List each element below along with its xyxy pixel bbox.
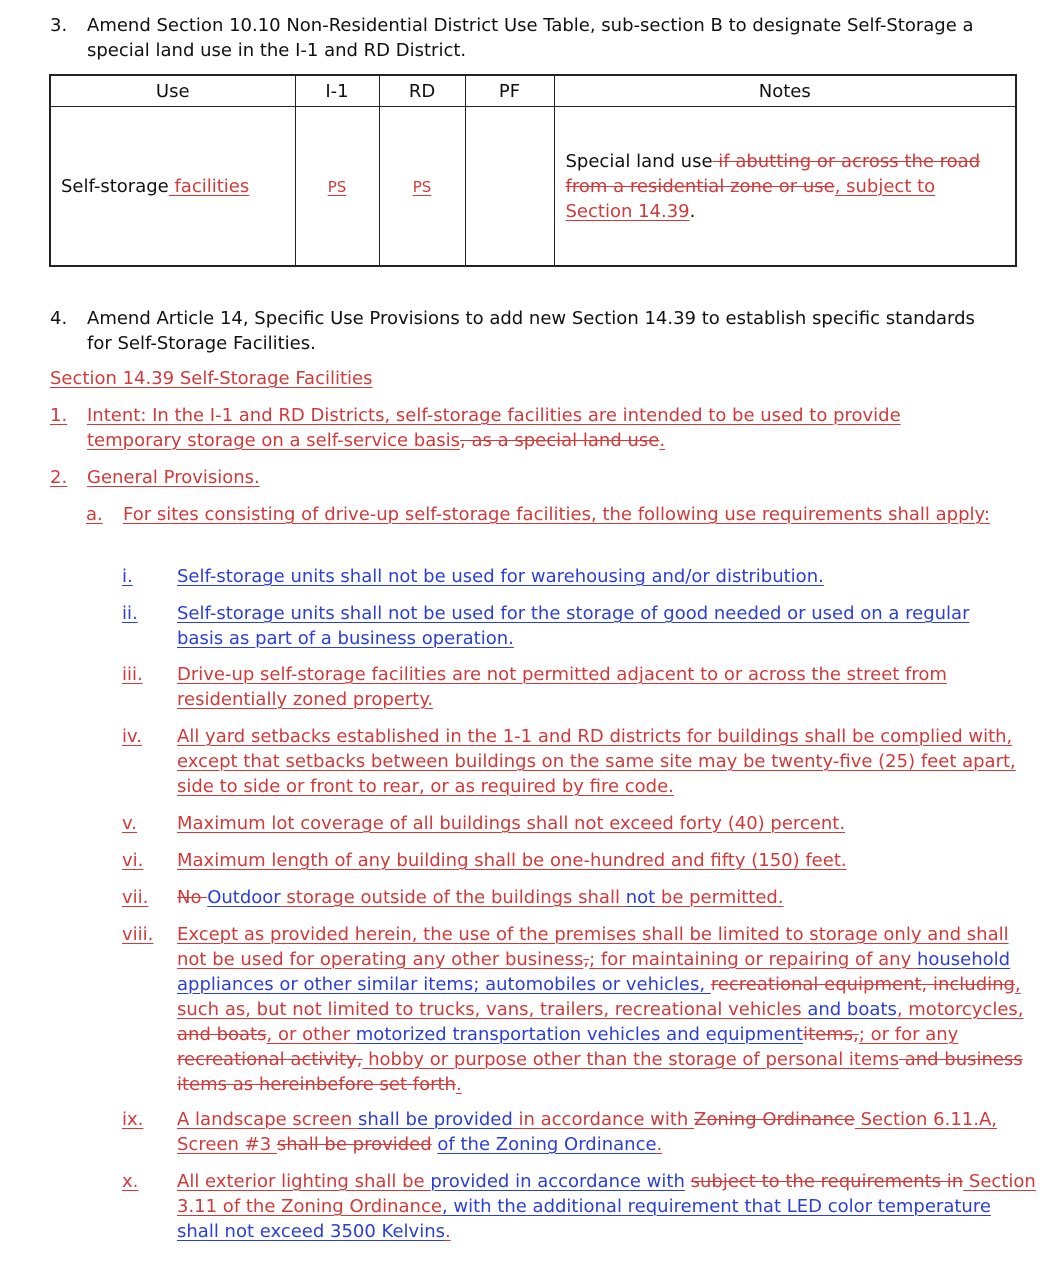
viii-d2: recreational equipment, including xyxy=(710,974,1015,995)
x-b1: provided in accordance with xyxy=(430,1171,685,1192)
intent-text: Intent: In the I-1 and RD Districts, self-storage facilities are intended to be used to provide temporary storage on a self-service basis xyxy=(87,405,901,451)
sub-a-letter: a. xyxy=(86,504,103,525)
item-v-number: v. xyxy=(122,813,137,834)
item-iv-number: iv. xyxy=(122,726,142,747)
intent-number: 1. xyxy=(50,405,68,426)
cell-use xyxy=(50,107,295,267)
viii-t3: , such as, but not limited to trucks, vans, trailers, recreational vehicles xyxy=(177,974,1021,1020)
cell-notes xyxy=(554,107,1016,267)
item-viii-text xyxy=(177,922,1037,1097)
item-ii-text: Self-storage units shall not be used for the storage of good needed or used on a regular basis as part of a business operation. xyxy=(177,603,970,649)
vii-deleted: No xyxy=(177,887,208,908)
ix-d1: Zoning Ordinance xyxy=(694,1109,855,1130)
ix-t1: A landscape screen xyxy=(177,1109,358,1130)
ix-d2: shall be provided xyxy=(276,1134,432,1155)
viii-d6: and business items as hereinbefore set forth xyxy=(177,1049,1023,1095)
ix-t2: in accordance with xyxy=(512,1109,695,1130)
vii-inserted-outdoor: Outdoor xyxy=(207,887,281,908)
header-i1: I-1 xyxy=(295,75,379,107)
intent-end: . xyxy=(659,430,666,451)
viii-t8: . xyxy=(455,1074,462,1095)
x-d1: subject to the requirements in xyxy=(690,1171,964,1192)
viii-d5: recreational activity, xyxy=(177,1049,363,1070)
ix-b1: shall be provided xyxy=(357,1109,513,1130)
item-iv-text: All yard setbacks established in the 1-1 and RD districts for buildings shall be complied with, except that setbacks between buildings on the same site may be twenty-five (25) feet apart, side to side or front to rear, or as required by fire code. xyxy=(177,726,1016,797)
notes-deleted: if abutting or across the road from a residential zone or use xyxy=(565,150,981,197)
ix-t3: Section 6.11.A, Screen #3 xyxy=(177,1109,997,1155)
item-iii-number: iii. xyxy=(122,664,143,685)
intent-body xyxy=(87,403,967,453)
table-header-row xyxy=(50,75,1016,107)
viii-t1: Except as provided herein, the use of the premises shall be limited to storage only and shall not be used for operating any other business xyxy=(177,924,1009,970)
viii-b1: household appliances or other similar items; automobiles or vehicles, xyxy=(177,949,1011,995)
item-3-number: 3. xyxy=(50,15,68,36)
header-use: Use xyxy=(50,75,295,107)
vii-text-2: storage outside of the buildings shall xyxy=(280,887,626,908)
cell-pf xyxy=(465,107,554,267)
viii-d1: , xyxy=(583,949,590,970)
item-ii-number: ii. xyxy=(122,603,138,624)
use-inserted: facilities xyxy=(168,175,250,197)
viii-t2: ; for maintaining or repairing of any xyxy=(589,949,917,970)
i1-value: PS xyxy=(327,177,347,196)
ix-t5: . xyxy=(656,1134,663,1155)
intent-deleted: , as a special land use xyxy=(460,430,660,451)
intent-paragraph xyxy=(50,403,1030,453)
item-4-text: Amend Article 14, Specific Use Provisions to add new Section 14.39 to establish specific standards for Self-Storage Facilities. xyxy=(87,308,975,354)
item-vi-number: vi. xyxy=(122,850,144,871)
item-vii-number: vii. xyxy=(122,887,149,908)
item-ix-text xyxy=(177,1107,1037,1157)
cell-rd xyxy=(379,107,465,267)
notes-text: Special land use xyxy=(565,150,713,172)
item-ix-number: ix. xyxy=(122,1109,144,1130)
viii-d3: and boats xyxy=(177,1024,267,1045)
item-v-text: Maximum lot coverage of all buildings shall not exceed forty (40) percent. xyxy=(177,813,846,834)
viii-b2: and boats xyxy=(807,999,897,1020)
item-viii-number: viii. xyxy=(122,924,154,945)
amendment-item-4 xyxy=(50,306,1040,356)
item-vi-text: Maximum length of any building shall be one-hundred and fifty (150) feet. xyxy=(177,850,847,871)
viii-t7: hobby or purpose other than the storage of personal items xyxy=(362,1049,899,1070)
viii-t6: ; or for any xyxy=(858,1024,959,1045)
rd-value: PS xyxy=(412,177,432,196)
header-rd: RD xyxy=(379,75,465,107)
notes-inserted: , subject to Section 14.39 xyxy=(565,175,936,222)
ix-b2: of the Zoning Ordinance xyxy=(437,1134,657,1155)
item-i-number: i. xyxy=(122,566,133,587)
amendment-item-3 xyxy=(50,13,1040,63)
x-t1: All exterior lighting shall be xyxy=(177,1171,431,1192)
vii-inserted-not: not xyxy=(625,887,656,908)
item-x-number: x. xyxy=(122,1171,139,1192)
item-4-number: 4. xyxy=(50,308,68,329)
item-x-text xyxy=(177,1169,1037,1244)
item-i-text: Self-storage units shall not be used for warehousing and/or distribution. xyxy=(177,566,824,587)
general-provisions xyxy=(50,465,260,490)
viii-b3: motorized transportation vehicles and equipment xyxy=(355,1024,804,1045)
item-vii-text xyxy=(177,885,1037,910)
item-3-text: Amend Section 10.10 Non-Residential District Use Table, sub-section B to designate Self-Storage a special land use in the I-1 and RD District. xyxy=(87,15,974,61)
use-table xyxy=(49,74,1017,267)
viii-d4: items, xyxy=(803,1024,859,1045)
vii-text-4: be permitted. xyxy=(655,887,784,908)
general-number: 2. xyxy=(50,467,68,488)
sub-a-text: For sites consisting of drive-up self-storage facilities, the following use requirements shall apply: xyxy=(123,504,990,525)
notes-end: . xyxy=(689,200,696,222)
header-pf: PF xyxy=(465,75,554,107)
general-text: General Provisions. xyxy=(87,467,260,488)
cell-i1 xyxy=(295,107,379,267)
x-t4: . xyxy=(444,1221,451,1242)
sub-item-a xyxy=(86,502,1036,527)
item-iii-text: Drive-up self-storage facilities are not permitted adjacent to or across the street from residentially zoned property. xyxy=(177,664,947,710)
table-row xyxy=(50,107,1016,267)
x-b2: , with the additional requirement that LED color temperature shall not exceed 3500 Kelvins xyxy=(177,1196,991,1242)
x-t3: Section 3.11 of the Zoning Ordinance xyxy=(177,1171,1036,1217)
header-notes: Notes xyxy=(554,75,1016,107)
section-heading: Section 14.39 Self-Storage Facilities xyxy=(50,368,373,389)
viii-t5: , or other xyxy=(266,1024,356,1045)
viii-t4: , motorcycles, xyxy=(896,999,1024,1020)
use-text: Self-storage xyxy=(61,175,169,197)
